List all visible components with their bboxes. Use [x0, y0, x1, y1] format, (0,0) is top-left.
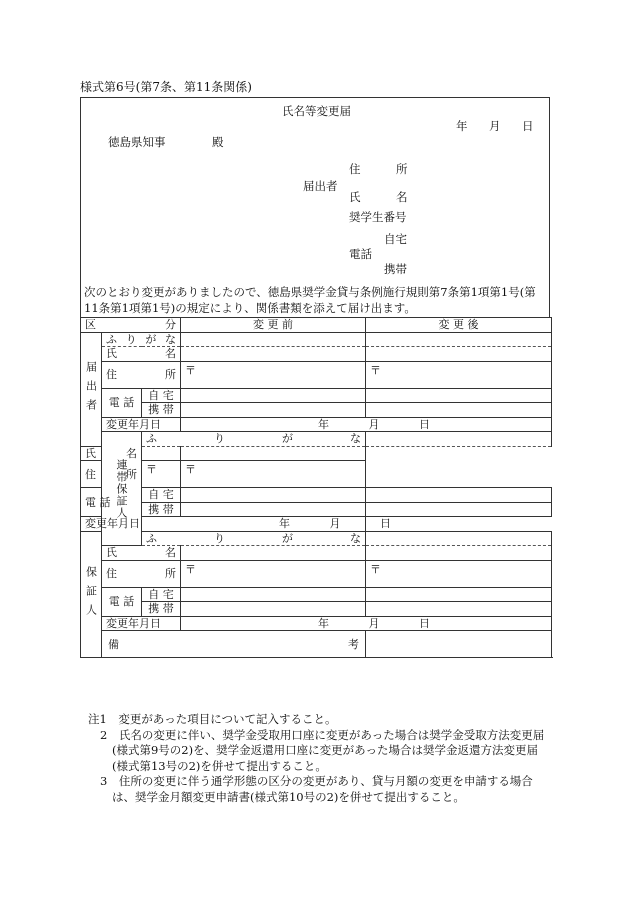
address-before[interactable]: [181, 560, 366, 587]
change-date-label: 変更年月日: [102, 417, 181, 432]
address-after[interactable]: [366, 560, 552, 587]
addressee: 徳島県知事: [108, 135, 166, 149]
phone-mobile-label: 携帯: [384, 262, 407, 276]
section-label-guarantor: 保証人: [81, 531, 102, 658]
postal-mark: 〒: [370, 562, 382, 576]
submitter-label: 届出者: [303, 179, 338, 193]
name-before[interactable]: [181, 347, 366, 362]
change-date-label: 変更年月日: [102, 616, 181, 631]
phone-home-label: 自 宅: [142, 488, 181, 503]
name-before[interactable]: [142, 446, 181, 461]
phone-mobile-after[interactable]: [366, 602, 552, 617]
address-after[interactable]: [366, 361, 552, 388]
phone-home-label: 自 宅: [142, 587, 181, 602]
phone-home-after[interactable]: [366, 488, 552, 503]
note-2-cont: (様式第13号の2)を併せて提出すること。: [112, 758, 327, 773]
phone-mobile-before[interactable]: [181, 602, 366, 617]
address-label: 住 所: [102, 560, 181, 587]
postal-mark: 〒: [370, 363, 382, 377]
address-label-a: 住: [349, 162, 361, 176]
phone-label: 電 話: [102, 388, 142, 417]
furigana-label: ふ り が な: [142, 531, 366, 546]
furigana-label: ふ り が な: [142, 432, 366, 447]
name-before[interactable]: [181, 546, 366, 561]
honorific: 殿: [212, 135, 224, 149]
address-before[interactable]: [142, 461, 181, 488]
remarks-value[interactable]: [366, 631, 552, 658]
declaration-text: 次のとおり変更がありましたので、徳島県奨学金貸与条例施行規則第7条第1項第1号(第11条第1項第1号)の規定により、関係書類を添えて届け出ます。: [84, 285, 536, 315]
phone-mobile-after[interactable]: [366, 403, 552, 418]
remarks-label: 備 考: [102, 631, 366, 658]
furigana-before[interactable]: [181, 332, 366, 347]
name-label: 氏 名: [102, 546, 181, 561]
phone-home-after[interactable]: [366, 388, 552, 403]
postal-mark: 〒: [146, 463, 157, 476]
change-date-value[interactable]: 年 月 日: [181, 616, 552, 631]
phone-label: 電話: [349, 247, 372, 261]
name-after[interactable]: [366, 546, 552, 561]
phone-label: 電 話: [102, 587, 142, 616]
section-label-joint-guarantor: 連帯保証人: [102, 432, 142, 546]
phone-mobile-after[interactable]: [366, 502, 552, 517]
furigana-after[interactable]: [366, 332, 552, 347]
furigana-label: ふ り が な: [102, 332, 181, 347]
name-label-b: 名: [396, 190, 408, 204]
phone-home-label: 自宅: [384, 232, 407, 246]
name-label: 氏 名: [81, 446, 142, 461]
form-id: 様式第6号(第7条、第11条関係): [80, 80, 252, 94]
phone-mobile-label: 携 帯: [142, 602, 181, 617]
phone-mobile-before[interactable]: [181, 403, 366, 418]
note-1: 注1 変更があった項目について記入すること。: [88, 712, 337, 726]
section-label-submitter: 届出者: [81, 332, 102, 446]
change-date-label: 変更年月日: [81, 517, 142, 532]
furigana-before[interactable]: [366, 531, 552, 546]
phone-home-before[interactable]: [181, 388, 366, 403]
note-2: 2 氏名の変更に伴い、奨学金受取用口座に変更があった場合は奨学金受取方法変更届: [100, 727, 545, 742]
phone-home-before[interactable]: [181, 587, 366, 602]
address-label: 住 所: [102, 361, 181, 388]
date-year: 年: [456, 119, 468, 133]
change-date-value[interactable]: 年 月 日: [142, 517, 366, 532]
name-label-a: 氏: [349, 190, 361, 204]
furigana-before[interactable]: [366, 432, 552, 447]
note-3: 3 住所の変更に伴う通学形態の区分の変更があり、貸与月額の変更を申請する場合: [100, 774, 533, 788]
phone-mobile-label: 携 帯: [142, 502, 181, 517]
address-after[interactable]: [181, 461, 366, 488]
col-category-header: 区 分: [81, 318, 181, 333]
phone-mobile-before[interactable]: [181, 502, 366, 517]
name-label: 氏 名: [102, 347, 181, 362]
student-no-label: 奨学生番号: [349, 210, 407, 224]
postal-mark: 〒: [185, 562, 197, 576]
date-day: 日: [522, 119, 534, 133]
postal-mark: 〒: [185, 463, 197, 476]
address-label: 住 所: [81, 461, 142, 488]
postal-mark: 〒: [185, 363, 197, 377]
form-title: 氏名等変更届: [282, 104, 351, 118]
address-label-b: 所: [396, 162, 408, 176]
phone-home-before[interactable]: [181, 488, 366, 503]
name-after[interactable]: [366, 347, 552, 362]
change-date-value[interactable]: 年 月 日: [181, 417, 552, 432]
address-before[interactable]: [181, 361, 366, 388]
phone-home-label: 自 宅: [142, 388, 181, 403]
change-table: [80, 317, 552, 658]
col-after-header: 変 更 後: [366, 318, 552, 333]
col-before-header: 変 更 前: [181, 318, 366, 333]
phone-mobile-label: 携 帯: [142, 403, 181, 418]
date-month: 月: [489, 119, 501, 133]
note-3-cont: は、奨学金月額変更申請書(様式第10号の2)を併せて提出すること。: [112, 789, 465, 804]
note-2-cont: (様式第9号の2)を、奨学金返還用口座に変更があった場合は奨学金返還方法変更届: [112, 743, 538, 757]
name-after[interactable]: [181, 446, 366, 461]
notes: [88, 712, 558, 805]
phone-home-after[interactable]: [366, 587, 552, 602]
phone-label: 電 話: [81, 488, 102, 517]
